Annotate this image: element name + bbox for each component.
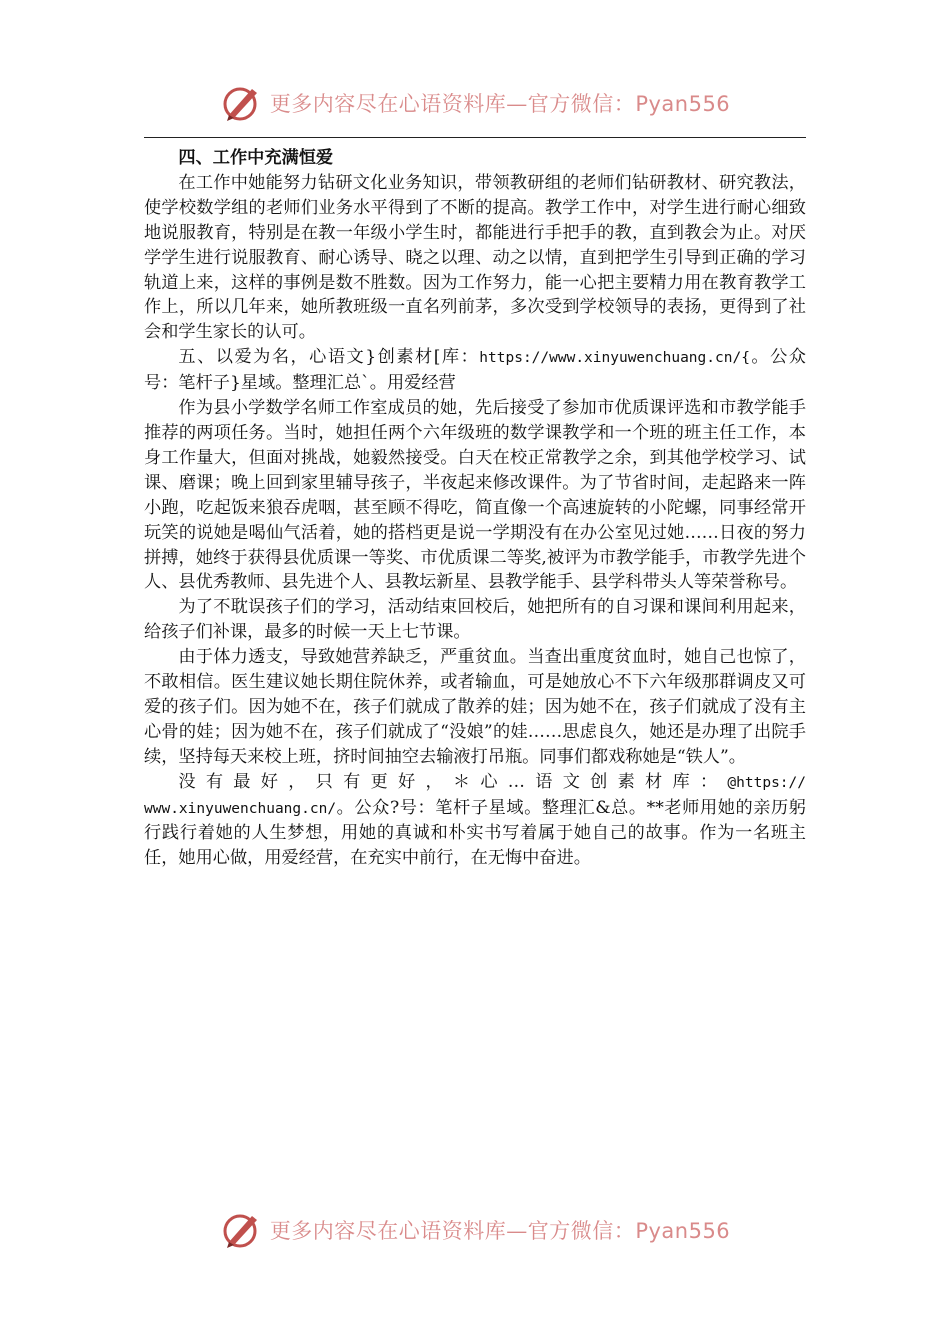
- pen-logo-icon: [220, 1208, 264, 1252]
- header-wechat-id: Pyan556: [635, 92, 731, 116]
- closing-spaced-text: 没有最好，只有更好，＊心…语文创素材库：: [178, 771, 728, 792]
- header-divider: [144, 137, 806, 138]
- footer-banner-text: 更多内容尽在心语资料库—官方微信：Pyan556: [269, 1219, 731, 1243]
- paragraph-1: 作为县小学数学名师工作室成员的她，先后接受了参加市优质课评选和市教学能手推荐的两项任务。当时，她担任两个六年级班的数学课教学和一个班的班主任工作，本身工作量大，但面对挑战，她毅然接受。白天在校正常教学之余，到其他学校学习、试课、磨课；晚上回到家里辅导孩子，半夜起来修改课件。为了节省时间，走起路来一阵小跑，吃起饭来狼吞虎咽，甚至顾不得吃，简直像一个高速旋转的小陀螺，同事经常开玩笑的说她是喝仙气活着，她的搭档更是说一学期没有在办公室见过她……日夜的努力拼搏，她终于获得县优质课一等奖、市优质课二等奖,被评为市教学能手，市教学先进个人、县优秀教师、县先进个人、县教坛新星、县教学能手、县学科带头人等荣誉称号。: [144, 398, 806, 593]
- section5-heading: 五、以爱为名，心语文}创素材[库：https://www.xinyuwenchuang.cn/{。公众号：笔杆子}星域。整理汇总`。用爱经营: [144, 347, 806, 394]
- paragraph-3: 由于体力透支，导致她营养缺乏，严重贫血。当查出重度贫血时，她自己也惊了，不敢相信。医生建议她长期住院休养，或者输血，可是她放心不下六年级那群调皮又可爱的孩子们。因为她不在，孩子们就成了散养的娃；因为她不在，孩子们就成了没有主心骨的娃；因为她不在，孩子们就成了“没娘”的娃……思虑良久，她还是办理了出院手续，坚持每天来校上班，挤时间抽空去输液打吊瓶。同事们都戏称她是“铁人”。: [144, 647, 806, 767]
- section4-heading: 四、工作中充满恒爱: [178, 148, 334, 168]
- section5-url: https://www.xinyuwenchuang.cn/{: [479, 350, 750, 367]
- header-banner-text: 更多内容尽在心语资料库—官方微信：Pyan556: [269, 92, 731, 116]
- header-banner: [0, 78, 950, 128]
- footer-banner: [0, 1205, 950, 1255]
- paragraph-2: 为了不耽误孩子们的学习，活动结束回校后，她把所有的自习课和课间利用起来，给孩子们补课，最多的时候一天上七节课。: [144, 597, 806, 643]
- document-body: [144, 146, 806, 871]
- section4-paragraph: 在工作中她能努力钻研文化业务知识，带领教研组的老师们钻研教材、研究教法，使学校数学组的老师们业务水平得到了不断的提高。教学工作中，对学生进行耐心细致地说服教育，特别是在教一年级小学生时，都能进行手把手的教，直到教会为止。对厌学学生进行说服教育、耐心诱导、晓之以理、动之以情，直到把学生引导到正确的学习轨道上来，这样的事例是数不胜数。因为工作努力，能一心把主要精力用在教育教学工作上，所以几年来，她所教班级一直名列前茅，多次受到学校领导的表扬，更得到了社会和学生家长的认可。: [144, 172, 806, 343]
- closing-paragraph: [144, 770, 806, 872]
- closing-url-1: @https://: [727, 774, 806, 791]
- pen-logo-icon: [220, 81, 264, 125]
- closing-rest: 。公众?号：笔杆子星域。整理汇&总。**老师用她的亲历躬行践行着她的人生梦想，用她的真诚和朴实书写着属于她自己的故事。作为一名班主任，她用心做，用爱经营，在充实中前行，在无悔中奋进。: [144, 797, 806, 869]
- closing-url-2: www.xinyuwenchuang.cn/: [144, 800, 337, 817]
- footer-wechat-id: Pyan556: [635, 1219, 731, 1243]
